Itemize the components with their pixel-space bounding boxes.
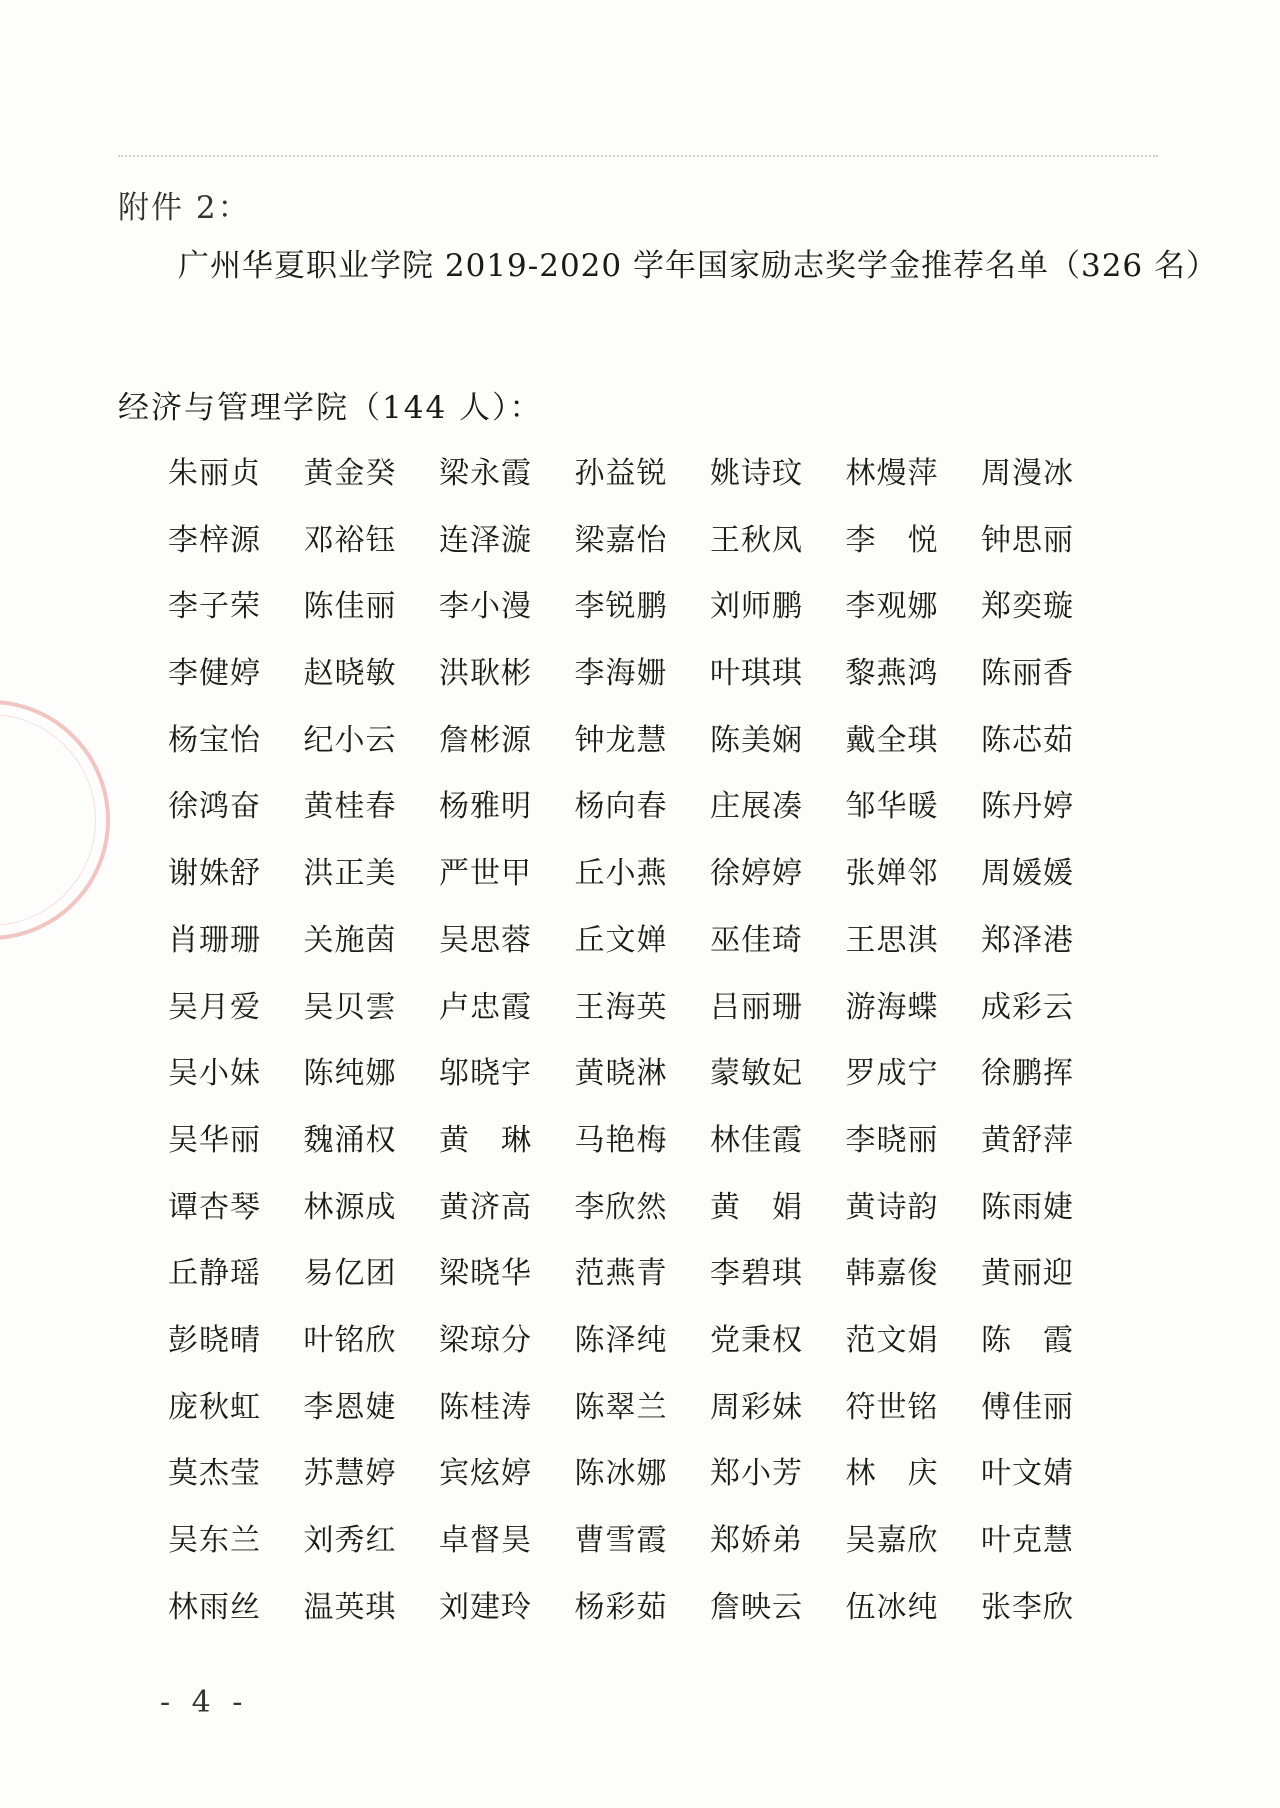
name-entry: 陈丹婷: [981, 789, 1074, 825]
page-number: - 4 -: [160, 1685, 249, 1720]
name-entry: 钟思丽: [981, 522, 1074, 558]
name-entry: 吴东兰: [168, 1523, 261, 1558]
name-entry: 周彩妹: [710, 1389, 803, 1425]
name-entry: 温英琪: [303, 1589, 397, 1625]
name-entry: 陈桂涛: [439, 1389, 532, 1425]
name-entry: 李晓丽: [845, 1122, 939, 1158]
name-entry: 陈 霞: [981, 1322, 1074, 1358]
name-entry: 吕丽珊: [710, 989, 803, 1025]
name-entry: 罗成宁: [845, 1056, 939, 1092]
name-entry: 黄舒萍: [981, 1122, 1074, 1158]
name-entry: 韩嘉俊: [845, 1256, 939, 1292]
name-entry: 周媛媛: [981, 856, 1074, 892]
name-entry: 詹映云: [710, 1589, 803, 1625]
name-entry: 陈冰娜: [574, 1456, 668, 1492]
name-entry: 林源成: [303, 1189, 397, 1225]
name-entry: 陈芯茹: [981, 722, 1074, 758]
name-entry: 朱丽贞: [168, 456, 261, 491]
name-entry: 巫佳琦: [710, 922, 803, 958]
name-entry: 李 悦: [845, 522, 939, 558]
name-entry: 卢忠霞: [439, 989, 532, 1025]
name-entry: 符世铭: [845, 1389, 939, 1425]
name-entry: 党秉权: [710, 1322, 803, 1358]
name-entry: 谭杏琴: [168, 1189, 261, 1225]
name-entry: 邹华暖: [845, 789, 939, 825]
name-entry: 陈翠兰: [574, 1389, 668, 1425]
name-entry: 郑小芳: [710, 1456, 803, 1492]
name-entry: 洪正美: [303, 856, 397, 892]
name-entry: 王秋凤: [710, 522, 803, 558]
name-entry: 李碧琪: [710, 1256, 803, 1292]
section-heading: 经济与管理学院（144 人）：: [118, 390, 543, 426]
name-entry: 林 庆: [845, 1456, 939, 1492]
name-entry: 梁永霞: [439, 456, 532, 491]
name-entry: 陈雨婕: [981, 1189, 1074, 1225]
name-entry: 陈纯娜: [303, 1056, 397, 1092]
name-entry: 吴华丽: [168, 1122, 261, 1158]
name-entry: 黄诗韵: [845, 1189, 939, 1225]
name-entry: 姚诗玟: [710, 456, 803, 491]
name-entry: 郑泽港: [981, 922, 1074, 958]
name-entry: 陈泽纯: [574, 1322, 668, 1358]
name-entry: 李健婷: [168, 656, 261, 692]
name-entry: 孙益锐: [574, 456, 668, 491]
name-entry: 曹雪霞: [574, 1523, 668, 1558]
name-entry: 关施茵: [303, 922, 397, 958]
name-entry: 叶文婧: [981, 1456, 1074, 1492]
name-entry: 邓裕钰: [303, 522, 397, 558]
name-entry: 杨雅明: [439, 789, 532, 825]
name-entry: 马艳梅: [574, 1122, 668, 1158]
name-entry: 刘秀红: [303, 1523, 397, 1558]
name-entry: 王思淇: [845, 922, 939, 958]
name-entry: 李小漫: [439, 589, 532, 625]
name-entry: 吴思蓉: [439, 922, 532, 958]
name-entry: 梁晓华: [439, 1256, 532, 1292]
red-seal-stamp-icon: [0, 700, 110, 940]
name-entry: 梁嘉怡: [574, 522, 668, 558]
name-entry: 肖珊珊: [168, 922, 261, 958]
name-entry: 林熳萍: [845, 456, 939, 491]
name-entry: 梁琼分: [439, 1322, 532, 1358]
name-entry: 林佳霞: [710, 1122, 803, 1158]
name-entry: 杨彩茹: [574, 1589, 668, 1625]
name-entry: 陈丽香: [981, 656, 1074, 692]
name-entry: 叶琪琪: [710, 656, 803, 692]
name-entry: 陈美娴: [710, 722, 803, 758]
name-entry: 黄晓淋: [574, 1056, 668, 1092]
name-entry: 徐鸿奋: [168, 789, 261, 825]
name-entry: 杨宝怡: [168, 722, 261, 758]
name-entry: 丘静瑶: [168, 1256, 261, 1292]
name-entry: 叶铭欣: [303, 1322, 397, 1358]
name-entry: 吴嘉欣: [845, 1523, 939, 1558]
name-entry: 游海蝶: [845, 989, 939, 1025]
name-entry: 徐鹏挥: [981, 1056, 1074, 1092]
name-entry: 庄展凑: [710, 789, 803, 825]
name-entry: 王海英: [574, 989, 668, 1025]
name-entry: 成彩云: [981, 989, 1074, 1025]
name-entry: 黄丽迎: [981, 1256, 1074, 1292]
name-entry: 钟龙慧: [574, 722, 668, 758]
name-entry: 戴全琪: [845, 722, 939, 758]
name-entry: 林雨丝: [168, 1589, 261, 1625]
name-entry: 黄济高: [439, 1189, 532, 1225]
name-entry: 范燕青: [574, 1256, 668, 1292]
name-entry: 徐婷婷: [710, 856, 803, 892]
name-entry: 伍冰纯: [845, 1589, 939, 1625]
name-entry: 吴小妹: [168, 1056, 261, 1092]
name-entry: 卓督昊: [439, 1523, 532, 1558]
name-entry: 吴月爱: [168, 989, 261, 1025]
name-entry: 李欣然: [574, 1189, 668, 1225]
name-entry: 蒙敏妃: [710, 1056, 803, 1092]
top-divider: [118, 155, 1158, 157]
name-entry: 连泽漩: [439, 522, 532, 558]
name-entry: 宾炫婷: [439, 1456, 532, 1492]
name-entry: 陈佳丽: [303, 589, 397, 625]
name-list: [168, 441, 1168, 1641]
name-entry: 洪耿彬: [439, 656, 532, 692]
name-entry: 吴贝雲: [303, 989, 397, 1025]
name-entry: 李梓源: [168, 522, 261, 558]
name-entry: 谢姝舒: [168, 856, 261, 892]
name-entry: 李锐鹏: [574, 589, 668, 625]
name-entry: 赵晓敏: [303, 656, 397, 692]
name-entry: 黄 娟: [710, 1189, 803, 1225]
name-entry: 李恩婕: [303, 1389, 397, 1425]
name-entry: 李观娜: [845, 589, 939, 625]
name-entry: 周漫冰: [981, 456, 1074, 491]
name-entry: 严世甲: [439, 856, 532, 892]
name-entry: 刘师鹏: [710, 589, 803, 625]
seal-inner-ring: [0, 714, 96, 926]
name-entry: 傅佳丽: [981, 1389, 1074, 1425]
name-entry: 李子荣: [168, 589, 261, 625]
name-entry: 叶克慧: [981, 1523, 1074, 1558]
name-entry: 黄金癸: [303, 456, 397, 491]
name-entry: 易亿团: [303, 1256, 397, 1292]
name-entry: 张婵邻: [845, 856, 939, 892]
name-entry: 黄桂春: [303, 789, 397, 825]
name-entry: 彭晓晴: [168, 1322, 261, 1358]
name-entry: 纪小云: [303, 722, 397, 758]
name-entry: 黎燕鸿: [845, 656, 939, 692]
name-entry: 詹彬源: [439, 722, 532, 758]
attachment-label: 附件 2：: [118, 190, 251, 226]
name-entry: 李海姗: [574, 656, 668, 692]
name-entry: 庞秋虹: [168, 1389, 261, 1425]
name-entry: 邬晓宇: [439, 1056, 532, 1092]
name-entry: 莫杰莹: [168, 1456, 261, 1492]
name-entry: 魏涌权: [303, 1122, 397, 1158]
name-entry: 范文娟: [845, 1322, 939, 1358]
name-entry: 杨向春: [574, 789, 668, 825]
name-entry: 郑奕璇: [981, 589, 1074, 625]
name-entry: 黄 琳: [439, 1122, 532, 1158]
name-entry: 郑娇弟: [710, 1523, 803, 1558]
name-entry: 张李欣: [981, 1589, 1074, 1625]
name-entry: 刘建玲: [439, 1589, 532, 1625]
name-entry: 丘文婵: [574, 922, 668, 958]
name-entry: 苏慧婷: [303, 1456, 397, 1492]
document-title: 广州华夏职业学院 2019-2020 学年国家励志奖学金推荐名单（326 名）: [178, 248, 1218, 284]
name-entry: 丘小燕: [574, 856, 668, 892]
